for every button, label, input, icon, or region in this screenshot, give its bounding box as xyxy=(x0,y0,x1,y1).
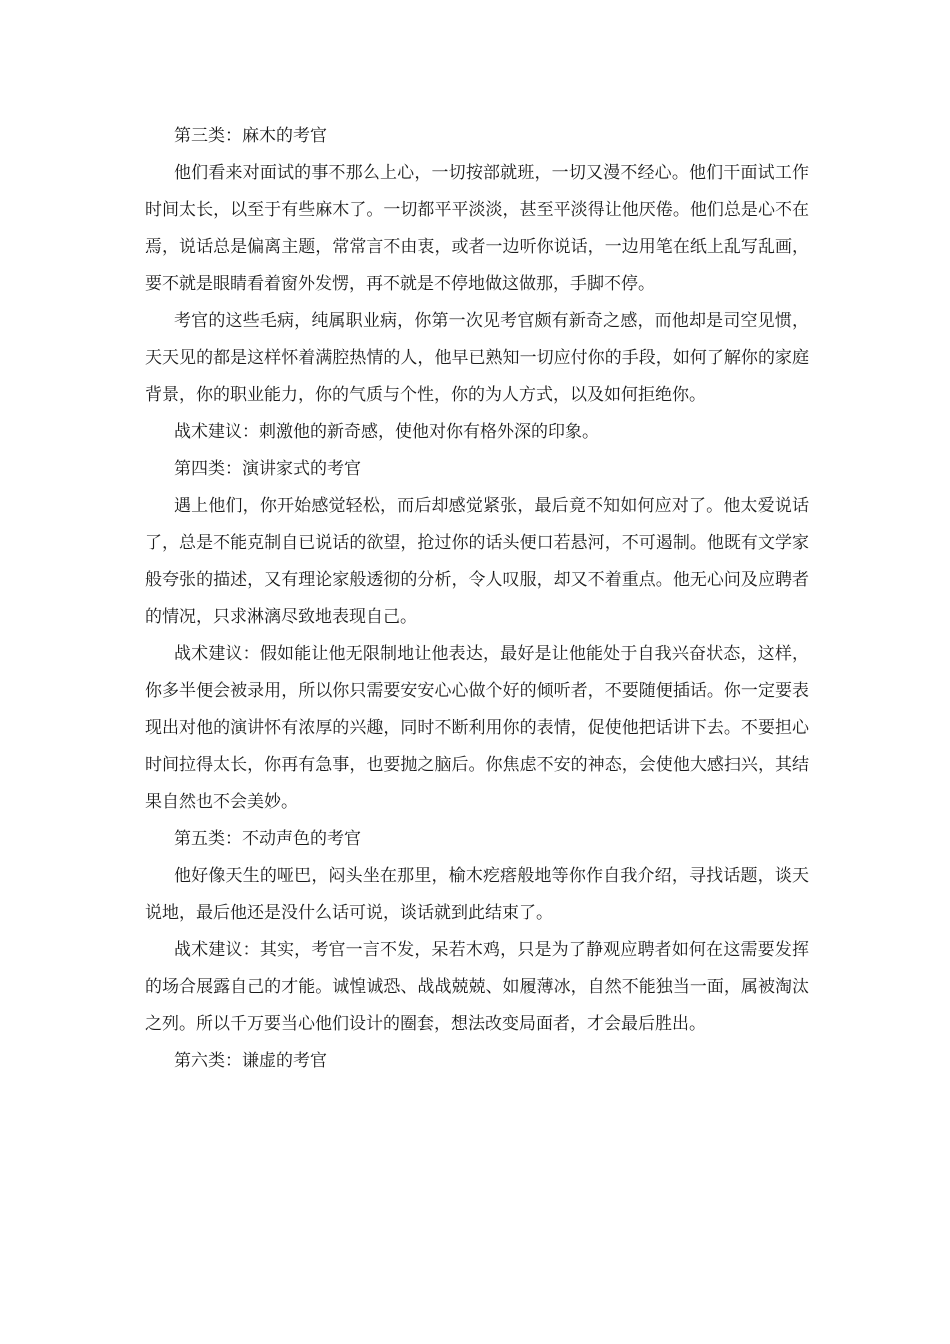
paragraph-type-3-description: 他们看来对面试的事不那么上心，一切按部就班，一切又漫不经心。他们干面试工作时间太长，以至于有些麻木了。一切都平平淡淡，甚至平淡得让他厌倦。他们总是心不在焉，说话总是偏离主题，常常言不由衷，或者一边听你说话，一边用笔在纸上乱写乱画，要不就是眼睛看着窗外发愣，再不就是不停地做这做那，手脚不停。 xyxy=(145,163,809,294)
section-heading-type-5: 第五类：不动声色的考官 xyxy=(174,829,361,849)
paragraph-type-4-description: 遇上他们，你开始感觉轻松，而后却感觉紧张，最后竟不知如何应对了。他太爱说话了，总是不能克制自已说话的欲望，抢过你的话头便口若悬河，不可遏制。他既有文学家般夸张的描述，又有理论家般透彻的分析，令人叹服，却又不着重点。他无心问及应聘者的情况，只求淋漓尽致地表现自己。 xyxy=(145,496,809,627)
paragraph-type-3-analysis: 考官的这些毛病，纯属职业病，你第一次见考官颇有新奇之感，而他却是司空见惯，天天见的都是这样怀着满腔热情的人，他早已熟知一切应付你的手段，如何了解你的家庭背景，你的职业能力，你的气质与个性，你的为人方式，以及如何拒绝你。 xyxy=(145,311,809,405)
paragraph-type-4-advice: 战术建议：假如能让他无限制地让他表达，最好是让他能处于自我兴奋状态，这样，你多半便会被录用，所以你只需要安安心心做个好的倾听者，不要随便插话。你一定要表现出对他的演讲怀有浓厚的兴趣，同时不断利用你的表情，促使他把话讲下去。不要担心时间拉得太长，你再有急事，也要抛之脑后。你焦虑不安的神态，会使他大感扫兴，其结果自然也不会美妙。 xyxy=(145,644,809,812)
section-heading-type-4: 第四类：演讲家式的考官 xyxy=(174,459,361,479)
paragraph-type-3-advice: 战术建议：刺激他的新奇感，使他对你有格外深的印象。 xyxy=(174,422,599,442)
section-heading-type-3: 第三类：麻木的考官 xyxy=(174,126,327,146)
document-body xyxy=(145,118,809,1080)
section-heading-type-6: 第六类：谦虚的考官 xyxy=(174,1051,327,1071)
paragraph-type-5-description: 他好像天生的哑巴，闷头坐在那里，榆木疙瘩般地等你作自我介绍，寻找话题，谈天说地，最后他还是没什么话可说，谈话就到此结束了。 xyxy=(145,866,809,923)
paragraph-type-5-advice: 战术建议：其实，考官一言不发，呆若木鸡，只是为了静观应聘者如何在这需要发挥的场合展露自己的才能。诚惶诚恐、战战兢兢、如履薄冰，自然不能独当一面，属被淘汰之列。所以千万要当心他们设计的圈套，想法改变局面者，才会最后胜出。 xyxy=(145,940,809,1034)
